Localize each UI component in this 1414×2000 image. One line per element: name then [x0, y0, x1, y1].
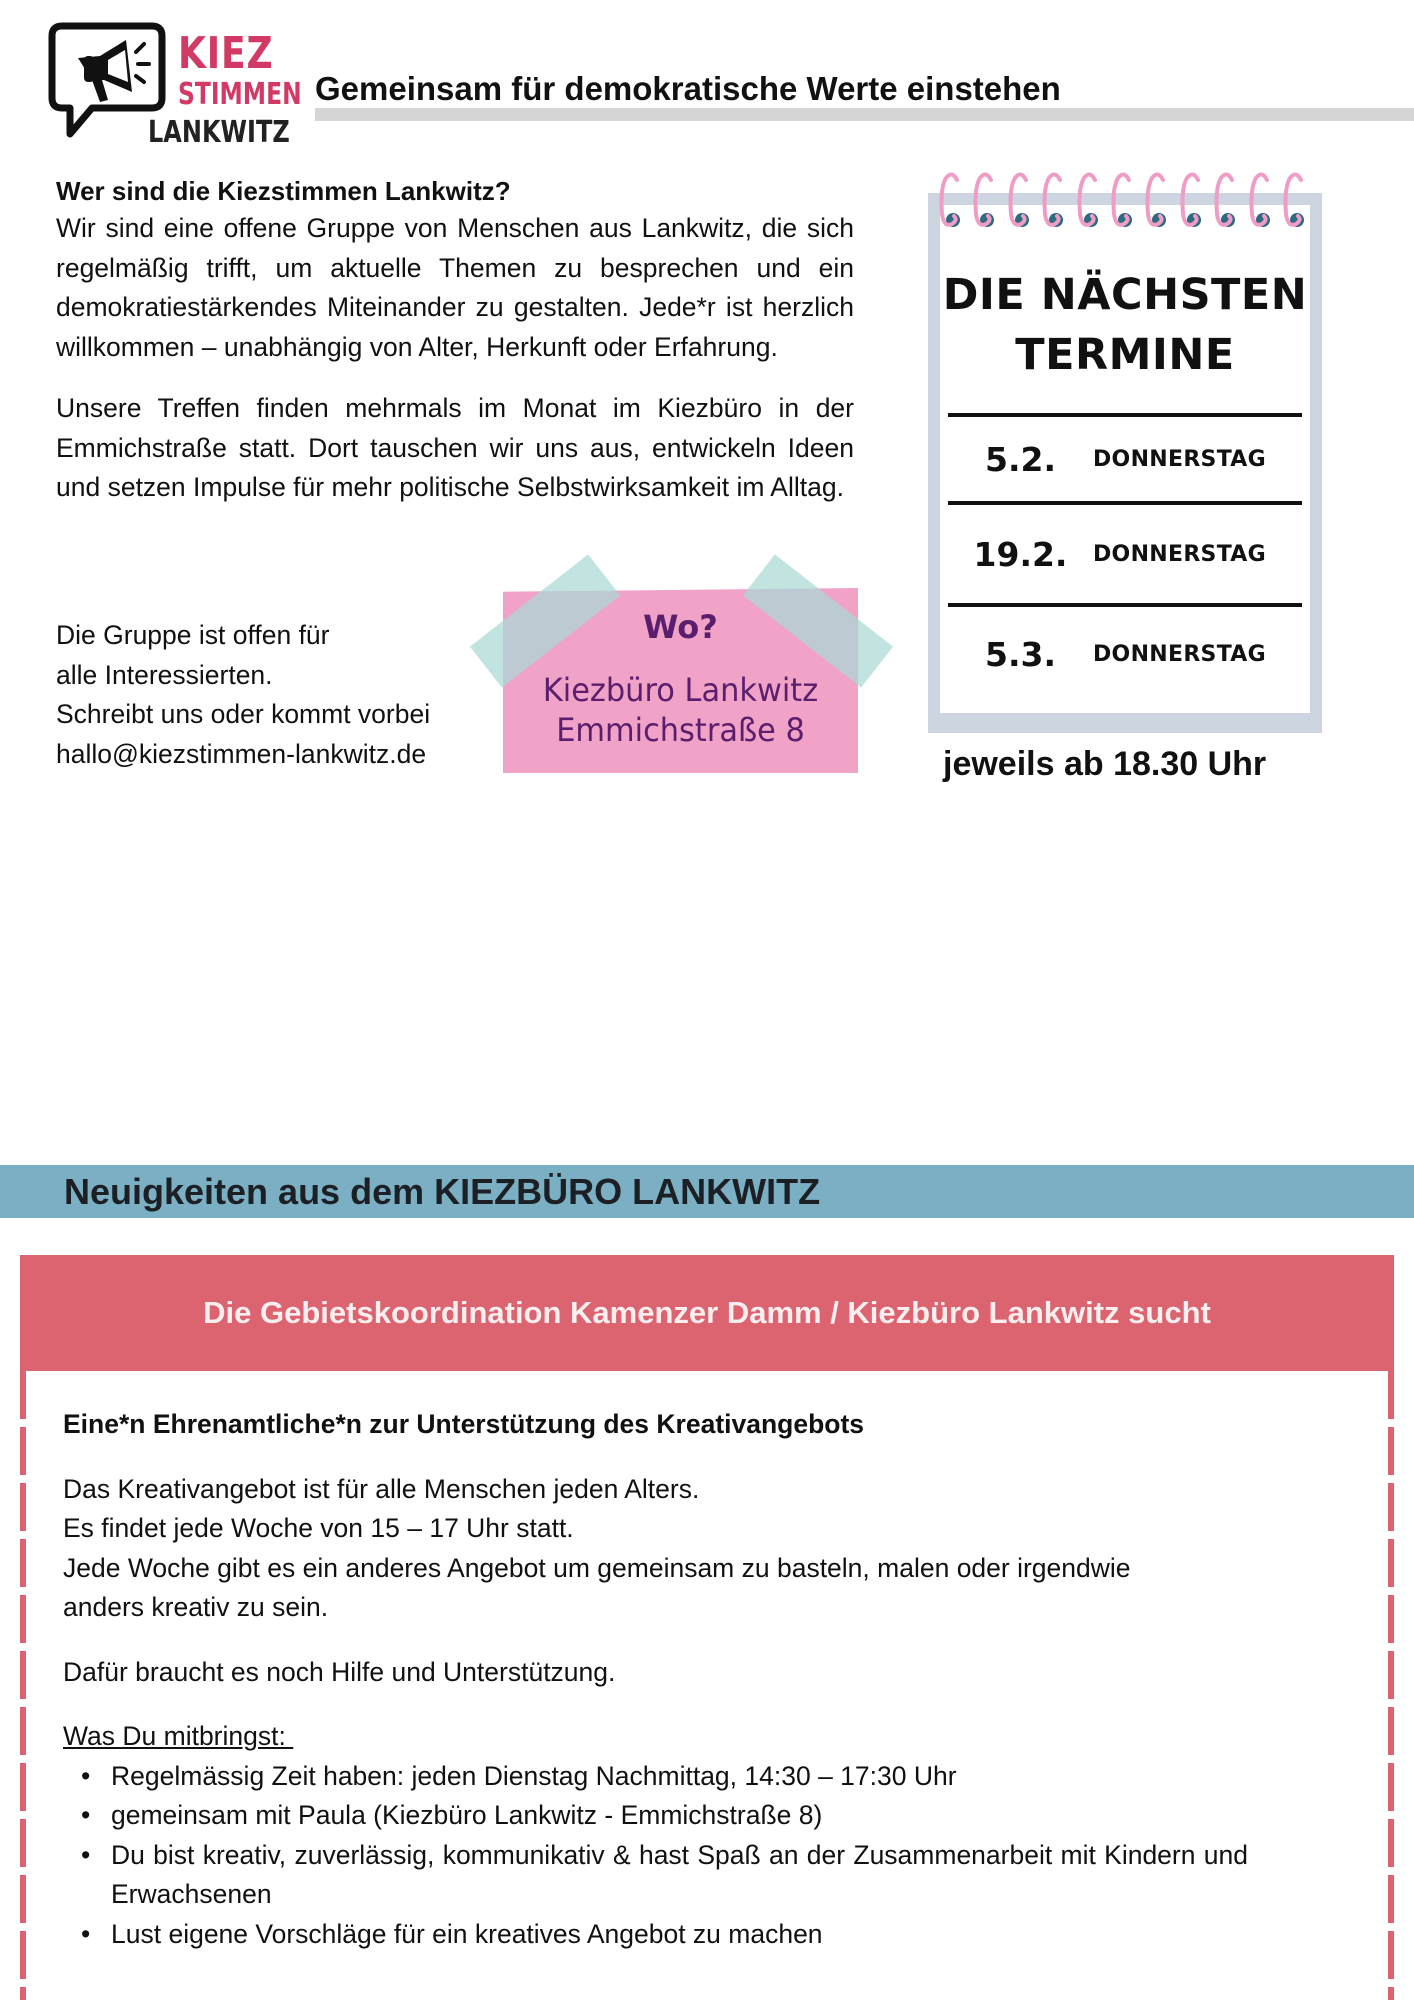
intro-section	[56, 173, 854, 508]
calendar-event-row	[948, 603, 1302, 701]
logo-text-stimmen: STIMMEN	[178, 77, 302, 112]
job-card-header	[20, 1255, 1394, 1371]
event-date: 5.3.	[985, 634, 1056, 674]
job-card-body	[63, 1405, 1263, 1954]
contact-email-link[interactable]: hallo@kiezstimmen-lankwitz.de	[56, 738, 427, 769]
calendar-event-row	[948, 501, 1302, 603]
news-section-title: Neuigkeiten aus dem KIEZBÜRO LANKWITZ	[64, 1171, 821, 1212]
requirement-item: • Regelmässig Zeit haben: jeden Dienstag Nachmittag, 14:30 – 17:30 Uhr	[63, 1757, 1248, 1797]
dashed-border-left	[20, 1371, 26, 2000]
location-street: Emmichstraße 8	[556, 711, 805, 749]
intro-paragraph-2: Unsere Treffen finden mehrmals im Monat im Kiezbüro in der Emmichstraße statt. Dort tauschen wir uns aus, entwickeln Ideen und setzen Impulse für mehr politische Selbstwirksamkeit im Alltag.	[56, 393, 854, 502]
event-weekday: DONNERSTAG	[1093, 641, 1266, 667]
calendar-title	[940, 265, 1310, 385]
calendar-title-line: TERMINE	[1015, 330, 1235, 380]
spiral-ring-icon	[1007, 170, 1033, 232]
calendar-spiral-binding	[938, 170, 1308, 232]
logo-text-kiez: KIEZ	[178, 28, 274, 79]
spiral-ring-icon	[1213, 170, 1239, 232]
calendar-events	[948, 413, 1302, 701]
intro-heading: Wer sind die Kiezstimmen Lankwitz?	[56, 176, 511, 206]
location-address	[512, 670, 849, 750]
description-line: Jede Woche gibt es ein anderes Angebot um gemeinsam zu basteln, malen oder irgendwie anders kreativ zu sein.	[63, 1552, 1131, 1622]
location-sticky-note	[478, 560, 878, 785]
requirements-heading: Was Du mitbringst:	[63, 1721, 294, 1751]
calendar-event-row	[948, 413, 1302, 501]
event-date: 19.2.	[973, 534, 1068, 574]
spiral-ring-icon	[1282, 170, 1308, 232]
spiral-ring-icon	[972, 170, 998, 232]
event-date: 5.2.	[985, 439, 1056, 479]
calendar-page	[940, 205, 1310, 713]
job-description	[63, 1470, 1263, 1628]
calendar-card	[928, 193, 1322, 733]
intro-paragraph-1: Wir sind eine offene Gruppe von Menschen aus Lankwitz, die sich regelmäßig trifft, um aktuelle Themen zu besprechen und ein demokratiestärkendes Miteinander zu gestalten. Jede*r ist herzlich willkommen – unabhängig von Alter, Herkunft oder Erfahrung.	[56, 213, 854, 362]
description-line: Das Kreativangebot ist für alle Menschen jeden Alters.	[63, 1473, 700, 1504]
kiezstimmen-logo	[48, 22, 310, 157]
volunteer-job-card	[20, 1255, 1394, 2000]
spiral-ring-icon	[1041, 170, 1067, 232]
contact-info	[56, 616, 476, 774]
meeting-time-note: jeweils ab 18.30 Uhr	[943, 745, 1267, 783]
contact-line: alle Interessierten.	[56, 659, 273, 690]
requirement-item: • Lust eigene Vorschläge für ein kreatives Angebot zu machen	[63, 1915, 1248, 1955]
spiral-ring-icon	[1110, 170, 1136, 232]
page-title: Gemeinsam für demokratische Werte einstehen	[315, 70, 1061, 107]
spiral-ring-icon	[938, 170, 964, 232]
spiral-ring-icon	[1144, 170, 1170, 232]
location-heading: Wo?	[643, 608, 718, 646]
location-name: Kiezbüro Lankwitz	[542, 671, 819, 709]
calendar-title-line: DIE NÄCHSTEN	[942, 270, 1308, 320]
requirement-item: • Du bist kreativ, zuverlässig, kommunikativ & hast Spaß an der Zusammenarbeit mit Kindern und Erwachsenen	[63, 1836, 1248, 1915]
spiral-ring-icon	[1076, 170, 1102, 232]
news-section-header	[0, 1165, 1414, 1218]
description-line: Es findet jede Woche von 15 – 17 Uhr statt.	[63, 1513, 574, 1543]
contact-line: Die Gruppe ist offen für	[56, 620, 330, 650]
contact-line: Schreibt uns oder kommt vorbei	[56, 699, 431, 729]
job-card-header-title: Die Gebietskoordination Kamenzer Damm / Kiezbüro Lankwitz sucht	[203, 1295, 1211, 1330]
requirements-list	[63, 1757, 1263, 1955]
requirement-item: • gemeinsam mit Paula (Kiezbüro Lankwitz - Emmichstraße 8)	[63, 1796, 1248, 1836]
event-weekday: DONNERSTAG	[1093, 541, 1266, 567]
help-needed-line: Dafür braucht es noch Hilfe und Unterstützung.	[63, 1656, 616, 1687]
logo-text-lankwitz: LANKWITZ	[148, 115, 290, 150]
header-divider	[315, 108, 1414, 121]
job-title: Eine*n Ehrenamtliche*n zur Unterstützung des Kreativangebots	[63, 1409, 865, 1439]
dashed-border-right	[1388, 1371, 1394, 2000]
event-weekday: DONNERSTAG	[1093, 446, 1266, 472]
spiral-ring-icon	[1179, 170, 1205, 232]
spiral-ring-icon	[1248, 170, 1274, 232]
